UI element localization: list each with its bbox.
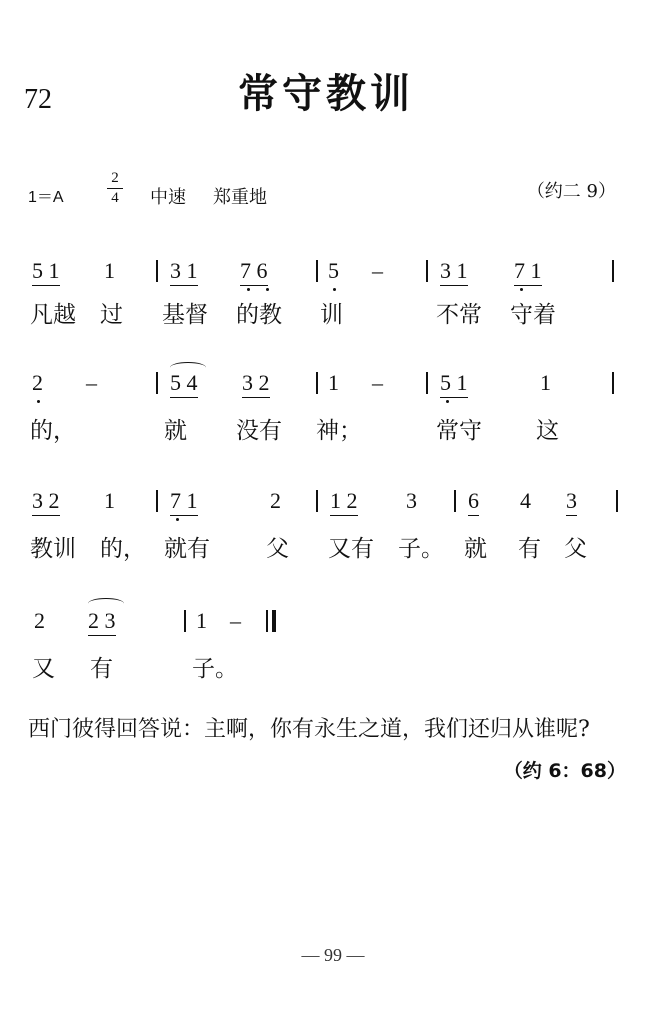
note-group: 3 1 bbox=[170, 258, 198, 286]
note: 2 bbox=[34, 608, 45, 633]
score-line-2-notes bbox=[0, 370, 666, 404]
scripture-reference: （约 6：68） bbox=[503, 760, 626, 782]
note: 5 bbox=[328, 258, 339, 283]
barline bbox=[426, 260, 428, 282]
lyric: 训 bbox=[320, 302, 343, 328]
note-group: 7 1 bbox=[514, 258, 542, 286]
key-signature: 1＝A bbox=[28, 189, 64, 206]
dash: – bbox=[372, 370, 383, 395]
lyric: 有 bbox=[90, 656, 113, 682]
tempo-marking: 中速 bbox=[150, 187, 186, 208]
barline bbox=[156, 372, 158, 394]
lyric: 的， bbox=[100, 536, 146, 562]
note: 2 bbox=[32, 370, 43, 395]
note-group: 2 3 bbox=[88, 608, 116, 636]
lower-octave-dot bbox=[247, 288, 250, 291]
lyric: 又 bbox=[32, 656, 55, 682]
note-group: 5 1 bbox=[440, 370, 468, 398]
score-line-4-lyrics bbox=[0, 650, 666, 682]
lower-octave-dot bbox=[266, 288, 269, 291]
lyric: 的教 bbox=[236, 302, 282, 328]
note: 2 bbox=[270, 488, 281, 513]
lyric: 又有 bbox=[328, 536, 374, 562]
note: 3 bbox=[406, 488, 417, 513]
time-signature bbox=[103, 170, 127, 207]
lyric: 就有 bbox=[164, 536, 210, 562]
lyric: 的， bbox=[30, 418, 76, 444]
lyric: 教训 bbox=[30, 536, 76, 562]
lyric: 就 bbox=[164, 418, 187, 444]
barline bbox=[616, 490, 618, 512]
final-barline bbox=[272, 610, 276, 632]
score-line-1-notes bbox=[0, 258, 666, 292]
lyric: 神； bbox=[316, 418, 362, 444]
page-number: — 99 — bbox=[301, 945, 365, 965]
lyric: 过 bbox=[100, 302, 123, 328]
song-reference: （约二 9） bbox=[526, 181, 616, 202]
scripture-quote: 西门彼得回答说：主啊，你有永生之道，我们还归从谁呢? bbox=[28, 717, 590, 742]
score-line-1-lyrics bbox=[0, 296, 666, 328]
barline bbox=[316, 260, 318, 282]
lyric: 守着 bbox=[510, 302, 556, 328]
note-group: 3 2 bbox=[242, 370, 270, 398]
lyric: 基督 bbox=[162, 302, 208, 328]
song-number: 72 bbox=[24, 84, 52, 115]
note-group: 5 1 bbox=[32, 258, 60, 286]
score-line-3-notes bbox=[0, 488, 666, 522]
note: 1 bbox=[104, 258, 115, 283]
dash: – bbox=[86, 370, 97, 395]
lower-octave-dot bbox=[333, 288, 336, 291]
lower-octave-dot bbox=[176, 518, 179, 521]
note: 1 bbox=[104, 488, 115, 513]
note: 3 bbox=[566, 488, 577, 516]
note-group: 3 1 bbox=[440, 258, 468, 286]
lyric: 就 bbox=[464, 536, 487, 562]
time-signature-bar bbox=[107, 188, 123, 189]
note-group: 3 2 bbox=[32, 488, 60, 516]
note: 4 bbox=[520, 488, 531, 513]
note-group: 1 2 bbox=[330, 488, 358, 516]
note: 1 bbox=[328, 370, 339, 395]
expression-marking: 郑重地 bbox=[213, 187, 267, 208]
song-title: 常守教训 bbox=[238, 70, 414, 117]
score-line-2-lyrics bbox=[0, 412, 666, 444]
note: 1 bbox=[540, 370, 551, 395]
note-group: 7 1 bbox=[170, 488, 198, 516]
lyric: 没有 bbox=[236, 418, 282, 444]
lower-octave-dot bbox=[520, 288, 523, 291]
lyric: 不常 bbox=[436, 302, 482, 328]
lyric: 有 bbox=[518, 536, 541, 562]
barline bbox=[156, 260, 158, 282]
lyric: 常守 bbox=[436, 418, 482, 444]
barline bbox=[266, 610, 268, 632]
lower-octave-dot bbox=[446, 400, 449, 403]
time-signature-top: 2 bbox=[111, 170, 119, 186]
lyric: 父 bbox=[564, 536, 587, 562]
note: 1 bbox=[196, 608, 207, 633]
note: 6 bbox=[468, 488, 479, 516]
barline bbox=[612, 260, 614, 282]
dash: – bbox=[230, 608, 241, 633]
score-line-4-notes bbox=[0, 608, 666, 642]
barline bbox=[454, 490, 456, 512]
barline bbox=[316, 490, 318, 512]
note-group: 7 6 bbox=[240, 258, 268, 286]
barline bbox=[426, 372, 428, 394]
lyric: 凡越 bbox=[30, 302, 76, 328]
note-group: 5 4 bbox=[170, 370, 198, 398]
lower-octave-dot bbox=[37, 400, 40, 403]
barline bbox=[612, 372, 614, 394]
barline bbox=[316, 372, 318, 394]
lyric: 子。 bbox=[398, 536, 444, 562]
lyric: 子。 bbox=[192, 656, 238, 682]
barline bbox=[184, 610, 186, 632]
dash: – bbox=[372, 258, 383, 283]
score-line-3-lyrics bbox=[0, 530, 666, 562]
time-signature-bottom: 4 bbox=[111, 190, 119, 206]
lyric: 父 bbox=[266, 536, 289, 562]
barline bbox=[156, 490, 158, 512]
lyric: 这 bbox=[536, 418, 559, 444]
